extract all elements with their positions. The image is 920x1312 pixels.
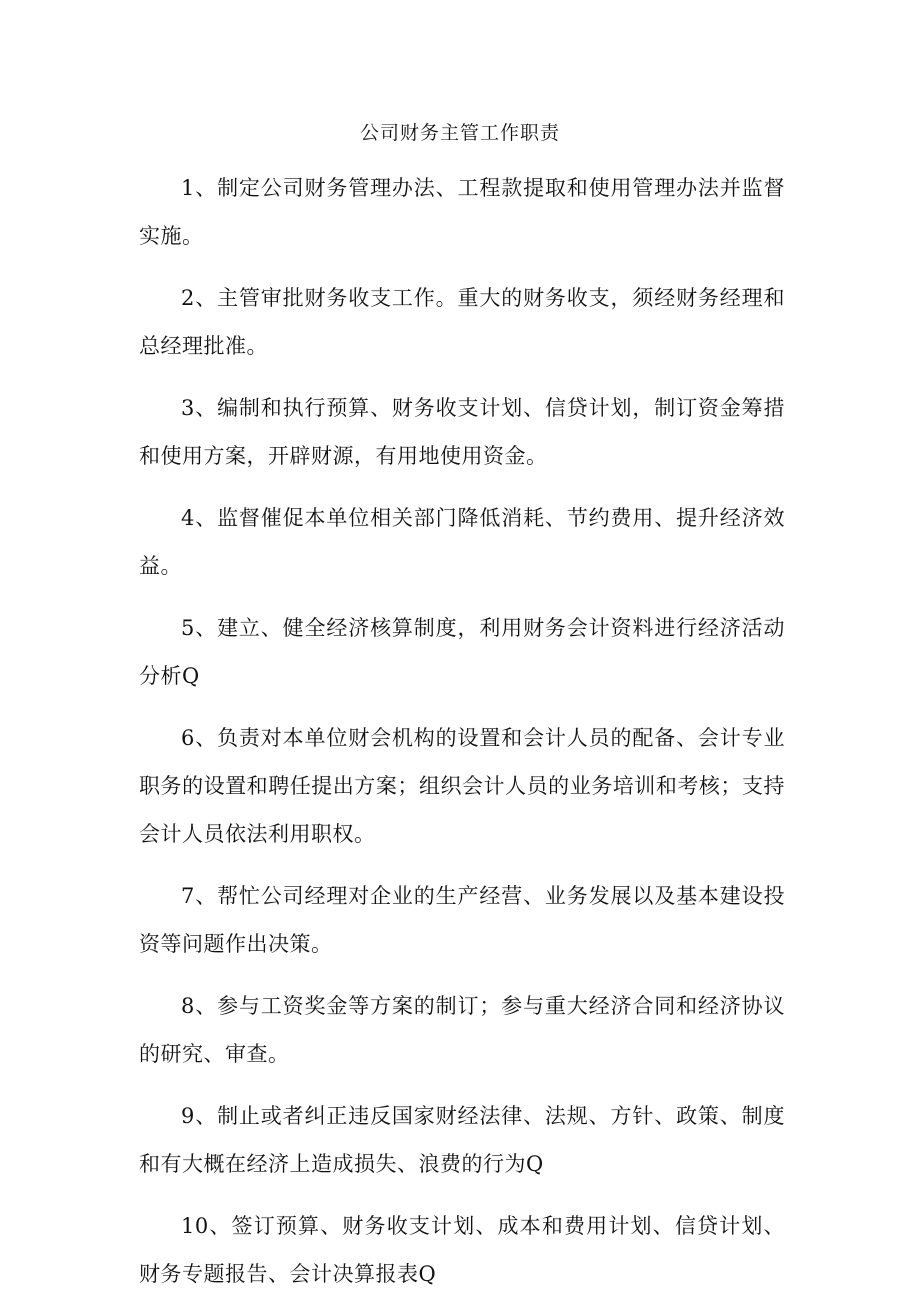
document-title: 公司财务主管工作职责 <box>359 122 560 144</box>
duty-item-1: 1、制定公司财务管理办法、工程款提取和使用管理办法并监督实施。 <box>139 176 785 248</box>
duty-item-10: 10、签订预算、财务收支计划、成本和费用计划、信贷计划、财务专题报告、会计决算报表Q <box>139 1214 785 1286</box>
duty-item-8: 8、参与工资奖金等方案的制订；参与重大经济合同和经济协议的研究、审查。 <box>139 994 785 1066</box>
duty-item-5: 5、建立、健全经济核算制度，利用财务会计资料进行经济活动分析Q <box>139 616 785 688</box>
duty-item-9: 9、制止或者纠正违反国家财经法律、法规、方针、政策、制度和有大概在经济上造成损失、浪费的行为Q <box>139 1104 785 1176</box>
duty-item-7: 7、帮忙公司经理对企业的生产经营、业务发展以及基本建设投资等问题作出决策。 <box>139 884 785 956</box>
duty-item-2: 2、主管审批财务收支工作。重大的财务收支，须经财务经理和总经理批准。 <box>139 286 785 358</box>
document-body <box>139 164 785 1312</box>
duty-item-3: 3、编制和执行预算、财务收支计划、信贷计划，制订资金筹措和使用方案，开辟财源，有用地使用资金。 <box>139 396 785 468</box>
duty-item-6: 6、负责对本单位财会机构的设置和会计人员的配备、会计专业职务的设置和聘任提出方案；组织会计人员的业务培训和考核；支持会计人员依法利用职权。 <box>139 726 785 846</box>
duty-item-4: 4、监督催促本单位相关部门降低消耗、节约费用、提升经济效益。 <box>139 506 785 578</box>
